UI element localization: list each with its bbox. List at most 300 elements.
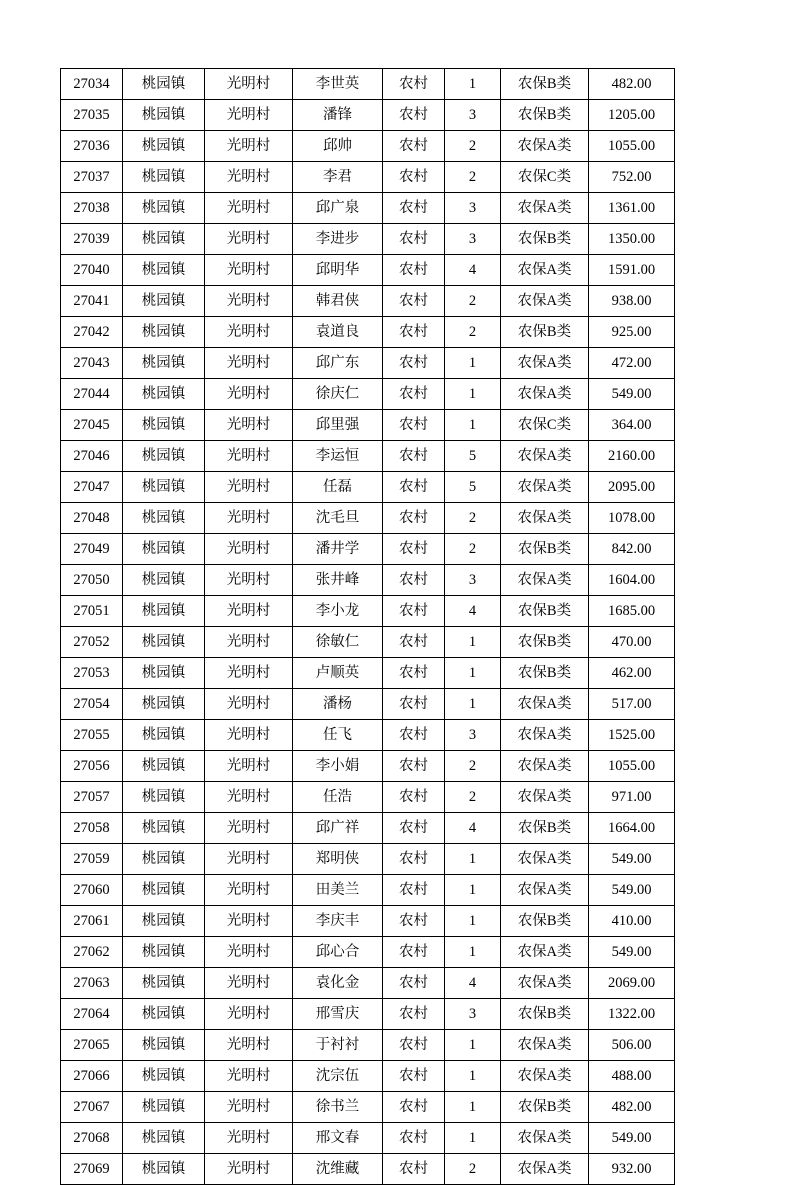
table-row [61, 379, 675, 410]
cell-name: 邱帅 [293, 131, 383, 162]
table-row [61, 441, 675, 472]
cell-amount: 938.00 [589, 286, 675, 317]
cell-name: 徐书兰 [293, 1092, 383, 1123]
cell-village: 光明村 [205, 379, 293, 410]
cell-id: 27069 [61, 1154, 123, 1185]
cell-count: 2 [445, 503, 501, 534]
cell-category: 农保A类 [501, 1123, 589, 1154]
cell-count: 1 [445, 627, 501, 658]
cell-town: 桃园镇 [123, 999, 205, 1030]
cell-town: 桃园镇 [123, 410, 205, 441]
cell-town: 桃园镇 [123, 1123, 205, 1154]
cell-village: 光明村 [205, 503, 293, 534]
cell-type: 农村 [383, 162, 445, 193]
cell-category: 农保A类 [501, 286, 589, 317]
cell-count: 1 [445, 937, 501, 968]
cell-id: 27044 [61, 379, 123, 410]
cell-town: 桃园镇 [123, 379, 205, 410]
cell-name: 李庆丰 [293, 906, 383, 937]
cell-amount: 549.00 [589, 1123, 675, 1154]
cell-name: 卢顺英 [293, 658, 383, 689]
cell-amount: 482.00 [589, 69, 675, 100]
cell-town: 桃园镇 [123, 627, 205, 658]
cell-amount: 462.00 [589, 658, 675, 689]
cell-type: 农村 [383, 968, 445, 999]
cell-name: 邱广东 [293, 348, 383, 379]
cell-village: 光明村 [205, 937, 293, 968]
cell-category: 农保A类 [501, 441, 589, 472]
cell-village: 光明村 [205, 224, 293, 255]
cell-id: 27045 [61, 410, 123, 441]
cell-count: 3 [445, 224, 501, 255]
cell-village: 光明村 [205, 69, 293, 100]
cell-type: 农村 [383, 534, 445, 565]
cell-count: 1 [445, 379, 501, 410]
cell-village: 光明村 [205, 131, 293, 162]
cell-count: 3 [445, 100, 501, 131]
cell-town: 桃园镇 [123, 255, 205, 286]
cell-category: 农保B类 [501, 627, 589, 658]
cell-name: 任浩 [293, 782, 383, 813]
cell-type: 农村 [383, 906, 445, 937]
table-row [61, 596, 675, 627]
table-row [61, 348, 675, 379]
table-row [61, 472, 675, 503]
table-row [61, 286, 675, 317]
cell-town: 桃园镇 [123, 875, 205, 906]
cell-amount: 517.00 [589, 689, 675, 720]
cell-amount: 1350.00 [589, 224, 675, 255]
table-row [61, 224, 675, 255]
cell-category: 农保B类 [501, 658, 589, 689]
cell-amount: 1591.00 [589, 255, 675, 286]
cell-town: 桃园镇 [123, 441, 205, 472]
cell-count: 2 [445, 286, 501, 317]
cell-count: 4 [445, 968, 501, 999]
cell-type: 农村 [383, 720, 445, 751]
cell-id: 27054 [61, 689, 123, 720]
cell-count: 1 [445, 875, 501, 906]
cell-type: 农村 [383, 131, 445, 162]
cell-count: 1 [445, 69, 501, 100]
cell-name: 徐敏仁 [293, 627, 383, 658]
cell-amount: 506.00 [589, 1030, 675, 1061]
cell-name: 袁化金 [293, 968, 383, 999]
cell-town: 桃园镇 [123, 162, 205, 193]
table-row [61, 1154, 675, 1185]
cell-amount: 1664.00 [589, 813, 675, 844]
cell-amount: 364.00 [589, 410, 675, 441]
cell-amount: 1055.00 [589, 131, 675, 162]
cell-count: 3 [445, 193, 501, 224]
cell-village: 光明村 [205, 317, 293, 348]
table-row [61, 999, 675, 1030]
cell-type: 农村 [383, 596, 445, 627]
cell-town: 桃园镇 [123, 844, 205, 875]
cell-village: 光明村 [205, 596, 293, 627]
cell-village: 光明村 [205, 751, 293, 782]
cell-name: 潘锋 [293, 100, 383, 131]
cell-category: 农保A类 [501, 844, 589, 875]
cell-count: 2 [445, 131, 501, 162]
cell-category: 农保B类 [501, 100, 589, 131]
cell-category: 农保C类 [501, 162, 589, 193]
cell-village: 光明村 [205, 286, 293, 317]
cell-village: 光明村 [205, 875, 293, 906]
cell-count: 3 [445, 565, 501, 596]
cell-amount: 752.00 [589, 162, 675, 193]
cell-village: 光明村 [205, 1061, 293, 1092]
cell-town: 桃园镇 [123, 751, 205, 782]
table-row [61, 534, 675, 565]
table-row [61, 1123, 675, 1154]
table-row [61, 100, 675, 131]
cell-village: 光明村 [205, 255, 293, 286]
cell-village: 光明村 [205, 782, 293, 813]
cell-amount: 925.00 [589, 317, 675, 348]
cell-category: 农保A类 [501, 782, 589, 813]
cell-count: 2 [445, 317, 501, 348]
cell-category: 农保A类 [501, 720, 589, 751]
cell-category: 农保A类 [501, 968, 589, 999]
cell-id: 27061 [61, 906, 123, 937]
cell-type: 农村 [383, 658, 445, 689]
cell-amount: 1205.00 [589, 100, 675, 131]
cell-name: 郑明侠 [293, 844, 383, 875]
cell-town: 桃园镇 [123, 348, 205, 379]
cell-id: 27052 [61, 627, 123, 658]
cell-town: 桃园镇 [123, 534, 205, 565]
cell-town: 桃园镇 [123, 689, 205, 720]
cell-village: 光明村 [205, 813, 293, 844]
cell-town: 桃园镇 [123, 596, 205, 627]
cell-category: 农保A类 [501, 875, 589, 906]
cell-amount: 1055.00 [589, 751, 675, 782]
cell-name: 李进步 [293, 224, 383, 255]
cell-type: 农村 [383, 379, 445, 410]
cell-name: 沈毛旦 [293, 503, 383, 534]
cell-count: 1 [445, 1030, 501, 1061]
cell-count: 1 [445, 906, 501, 937]
cell-name: 邱里强 [293, 410, 383, 441]
cell-id: 27036 [61, 131, 123, 162]
cell-town: 桃园镇 [123, 968, 205, 999]
cell-id: 27039 [61, 224, 123, 255]
cell-type: 农村 [383, 1092, 445, 1123]
cell-amount: 2095.00 [589, 472, 675, 503]
table-row [61, 751, 675, 782]
cell-id: 27066 [61, 1061, 123, 1092]
table-row [61, 1030, 675, 1061]
cell-village: 光明村 [205, 565, 293, 596]
cell-category: 农保B类 [501, 596, 589, 627]
cell-town: 桃园镇 [123, 503, 205, 534]
cell-name: 潘井学 [293, 534, 383, 565]
cell-village: 光明村 [205, 844, 293, 875]
cell-type: 农村 [383, 193, 445, 224]
cell-category: 农保A类 [501, 565, 589, 596]
cell-town: 桃园镇 [123, 69, 205, 100]
cell-category: 农保B类 [501, 999, 589, 1030]
cell-village: 光明村 [205, 410, 293, 441]
cell-village: 光明村 [205, 968, 293, 999]
cell-village: 光明村 [205, 193, 293, 224]
table-row [61, 813, 675, 844]
cell-id: 27038 [61, 193, 123, 224]
cell-id: 27043 [61, 348, 123, 379]
cell-id: 27049 [61, 534, 123, 565]
cell-name: 李君 [293, 162, 383, 193]
cell-count: 5 [445, 441, 501, 472]
subsidy-table [60, 68, 675, 1185]
cell-name: 李世英 [293, 69, 383, 100]
table-row [61, 503, 675, 534]
cell-amount: 549.00 [589, 844, 675, 875]
cell-amount: 1685.00 [589, 596, 675, 627]
table-row [61, 193, 675, 224]
cell-id: 27037 [61, 162, 123, 193]
cell-town: 桃园镇 [123, 565, 205, 596]
cell-amount: 2160.00 [589, 441, 675, 472]
cell-id: 27068 [61, 1123, 123, 1154]
cell-type: 农村 [383, 100, 445, 131]
table-row [61, 565, 675, 596]
cell-id: 27059 [61, 844, 123, 875]
cell-name: 任磊 [293, 472, 383, 503]
cell-count: 4 [445, 596, 501, 627]
cell-type: 农村 [383, 472, 445, 503]
cell-village: 光明村 [205, 348, 293, 379]
cell-village: 光明村 [205, 1030, 293, 1061]
table-row [61, 937, 675, 968]
cell-id: 27048 [61, 503, 123, 534]
table-row [61, 658, 675, 689]
cell-name: 田美兰 [293, 875, 383, 906]
cell-village: 光明村 [205, 472, 293, 503]
cell-village: 光明村 [205, 906, 293, 937]
table-row [61, 689, 675, 720]
cell-amount: 549.00 [589, 875, 675, 906]
cell-type: 农村 [383, 565, 445, 596]
cell-category: 农保A类 [501, 131, 589, 162]
cell-count: 4 [445, 813, 501, 844]
table-row [61, 1092, 675, 1123]
cell-id: 27058 [61, 813, 123, 844]
cell-town: 桃园镇 [123, 472, 205, 503]
cell-name: 于衬衬 [293, 1030, 383, 1061]
table-row [61, 317, 675, 348]
cell-village: 光明村 [205, 658, 293, 689]
cell-id: 27051 [61, 596, 123, 627]
table-row [61, 627, 675, 658]
cell-id: 27056 [61, 751, 123, 782]
cell-village: 光明村 [205, 100, 293, 131]
cell-name: 邱广泉 [293, 193, 383, 224]
cell-count: 2 [445, 751, 501, 782]
cell-village: 光明村 [205, 441, 293, 472]
cell-name: 沈宗伍 [293, 1061, 383, 1092]
table-row [61, 720, 675, 751]
cell-count: 3 [445, 999, 501, 1030]
cell-count: 1 [445, 410, 501, 441]
cell-name: 张井峰 [293, 565, 383, 596]
cell-type: 农村 [383, 875, 445, 906]
cell-category: 农保A类 [501, 937, 589, 968]
cell-count: 1 [445, 348, 501, 379]
cell-id: 27057 [61, 782, 123, 813]
cell-amount: 1604.00 [589, 565, 675, 596]
cell-category: 农保A类 [501, 751, 589, 782]
cell-village: 光明村 [205, 720, 293, 751]
cell-name: 韩君侠 [293, 286, 383, 317]
cell-type: 农村 [383, 1030, 445, 1061]
table-row [61, 410, 675, 441]
table-row [61, 906, 675, 937]
cell-village: 光明村 [205, 534, 293, 565]
cell-count: 1 [445, 844, 501, 875]
cell-type: 农村 [383, 317, 445, 348]
cell-town: 桃园镇 [123, 658, 205, 689]
cell-count: 1 [445, 1123, 501, 1154]
cell-count: 2 [445, 534, 501, 565]
cell-amount: 410.00 [589, 906, 675, 937]
cell-id: 27042 [61, 317, 123, 348]
cell-category: 农保A类 [501, 193, 589, 224]
table-row [61, 255, 675, 286]
cell-village: 光明村 [205, 162, 293, 193]
cell-type: 农村 [383, 813, 445, 844]
cell-name: 邱心合 [293, 937, 383, 968]
cell-amount: 1525.00 [589, 720, 675, 751]
cell-amount: 932.00 [589, 1154, 675, 1185]
cell-id: 27034 [61, 69, 123, 100]
cell-town: 桃园镇 [123, 100, 205, 131]
cell-id: 27046 [61, 441, 123, 472]
cell-town: 桃园镇 [123, 782, 205, 813]
cell-category: 农保B类 [501, 1092, 589, 1123]
cell-type: 农村 [383, 1061, 445, 1092]
cell-count: 4 [445, 255, 501, 286]
cell-id: 27047 [61, 472, 123, 503]
cell-town: 桃园镇 [123, 1154, 205, 1185]
cell-village: 光明村 [205, 1123, 293, 1154]
cell-town: 桃园镇 [123, 1061, 205, 1092]
table-row [61, 131, 675, 162]
cell-type: 农村 [383, 782, 445, 813]
cell-amount: 549.00 [589, 379, 675, 410]
cell-category: 农保A类 [501, 472, 589, 503]
table-row [61, 875, 675, 906]
cell-count: 3 [445, 720, 501, 751]
cell-name: 邱广祥 [293, 813, 383, 844]
cell-type: 农村 [383, 410, 445, 441]
cell-type: 农村 [383, 286, 445, 317]
cell-type: 农村 [383, 627, 445, 658]
cell-category: 农保B类 [501, 813, 589, 844]
cell-town: 桃园镇 [123, 131, 205, 162]
cell-category: 农保A类 [501, 348, 589, 379]
cell-id: 27041 [61, 286, 123, 317]
cell-amount: 2069.00 [589, 968, 675, 999]
cell-count: 2 [445, 162, 501, 193]
cell-town: 桃园镇 [123, 1092, 205, 1123]
cell-town: 桃园镇 [123, 906, 205, 937]
cell-type: 农村 [383, 441, 445, 472]
cell-type: 农村 [383, 1123, 445, 1154]
cell-amount: 549.00 [589, 937, 675, 968]
cell-amount: 482.00 [589, 1092, 675, 1123]
cell-village: 光明村 [205, 1154, 293, 1185]
cell-category: 农保C类 [501, 410, 589, 441]
cell-count: 1 [445, 689, 501, 720]
cell-name: 李运恒 [293, 441, 383, 472]
cell-name: 袁道良 [293, 317, 383, 348]
table-row [61, 844, 675, 875]
table-row [61, 968, 675, 999]
cell-amount: 1078.00 [589, 503, 675, 534]
cell-name: 潘杨 [293, 689, 383, 720]
cell-category: 农保B类 [501, 534, 589, 565]
cell-type: 农村 [383, 503, 445, 534]
cell-amount: 1361.00 [589, 193, 675, 224]
cell-amount: 488.00 [589, 1061, 675, 1092]
cell-town: 桃园镇 [123, 720, 205, 751]
table-body [61, 69, 675, 1185]
cell-amount: 470.00 [589, 627, 675, 658]
cell-id: 27055 [61, 720, 123, 751]
cell-type: 农村 [383, 844, 445, 875]
cell-town: 桃园镇 [123, 1030, 205, 1061]
cell-name: 徐庆仁 [293, 379, 383, 410]
cell-village: 光明村 [205, 999, 293, 1030]
cell-town: 桃园镇 [123, 193, 205, 224]
cell-id: 27053 [61, 658, 123, 689]
cell-category: 农保A类 [501, 1061, 589, 1092]
cell-category: 农保A类 [501, 1154, 589, 1185]
cell-name: 李小娟 [293, 751, 383, 782]
cell-town: 桃园镇 [123, 813, 205, 844]
cell-count: 1 [445, 658, 501, 689]
cell-name: 李小龙 [293, 596, 383, 627]
cell-count: 1 [445, 1092, 501, 1123]
cell-type: 农村 [383, 689, 445, 720]
cell-name: 邢文春 [293, 1123, 383, 1154]
cell-town: 桃园镇 [123, 317, 205, 348]
cell-id: 27064 [61, 999, 123, 1030]
cell-category: 农保A类 [501, 689, 589, 720]
cell-type: 农村 [383, 69, 445, 100]
cell-name: 沈维藏 [293, 1154, 383, 1185]
cell-name: 邢雪庆 [293, 999, 383, 1030]
cell-town: 桃园镇 [123, 224, 205, 255]
cell-type: 农村 [383, 937, 445, 968]
cell-type: 农村 [383, 255, 445, 286]
cell-village: 光明村 [205, 627, 293, 658]
cell-category: 农保A类 [501, 503, 589, 534]
cell-category: 农保B类 [501, 69, 589, 100]
cell-name: 任飞 [293, 720, 383, 751]
cell-amount: 472.00 [589, 348, 675, 379]
cell-town: 桃园镇 [123, 286, 205, 317]
table-row [61, 782, 675, 813]
cell-amount: 971.00 [589, 782, 675, 813]
cell-village: 光明村 [205, 1092, 293, 1123]
cell-category: 农保B类 [501, 906, 589, 937]
cell-id: 27035 [61, 100, 123, 131]
cell-id: 27063 [61, 968, 123, 999]
cell-id: 27065 [61, 1030, 123, 1061]
cell-category: 农保B类 [501, 224, 589, 255]
